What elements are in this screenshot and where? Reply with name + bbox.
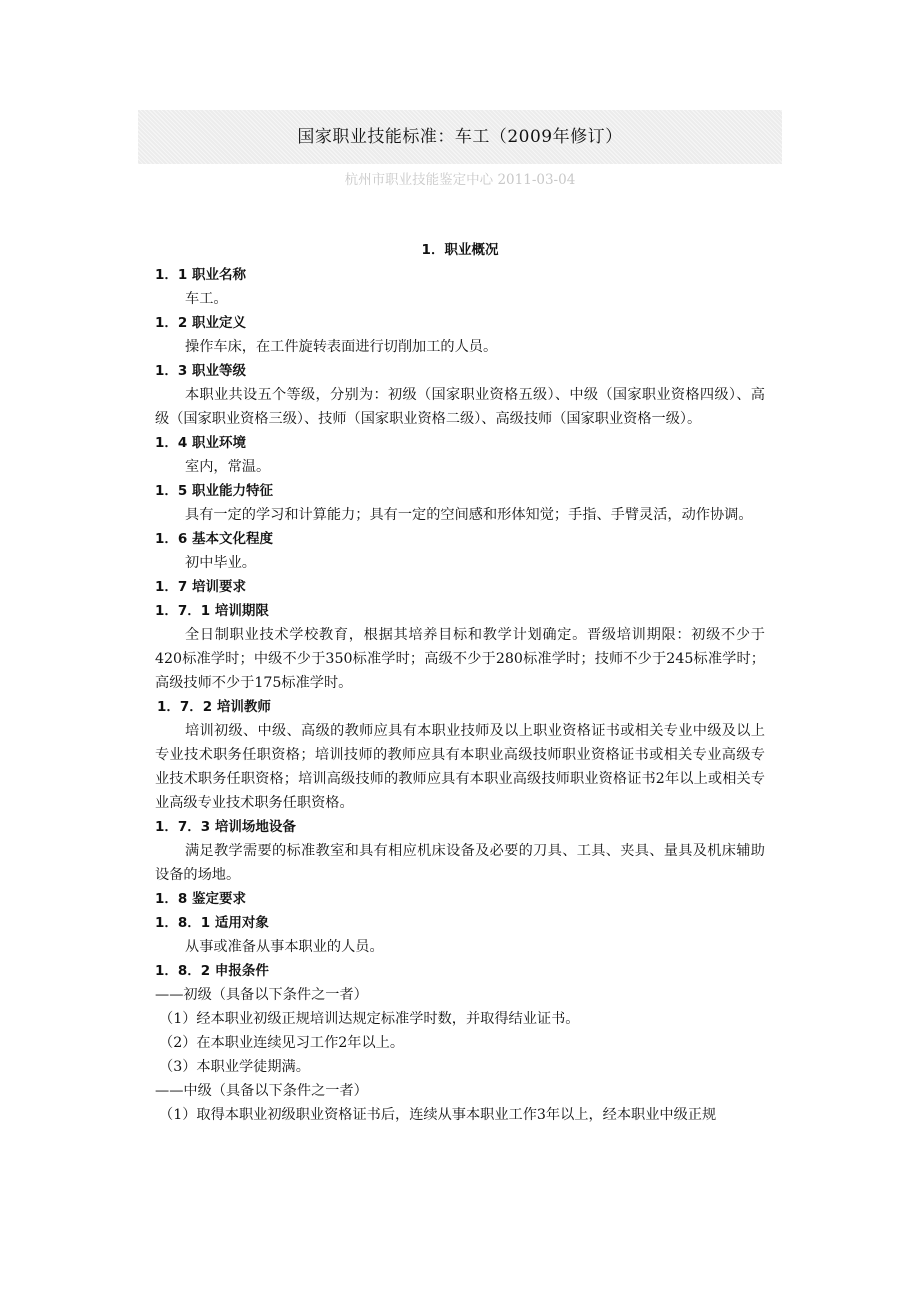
- heading-1-8: 1．8 鉴定要求: [155, 891, 246, 907]
- list-item: （3）本职业学徒期满。: [159, 1059, 310, 1075]
- heading-1-2: 1．2 职业定义: [155, 315, 246, 331]
- list-item: （1）经本职业初级正规培训达规定标准学时数，并取得结业证书。: [159, 1011, 580, 1027]
- paragraph: 培训初级、中级、高级的教师应具有本职业技师及以上职业资格证书或相关专业中级及以上专业技术职务任职资格；培训技师的教师应具有本职业高级技师职业资格证书或相关专业高级专业技术职务任职资格；培训高级技师的教师应具有本职业高级技师职业资格证书2年以上或相关专业高级专业技术职务任职资格。: [155, 723, 765, 811]
- heading-1-4: 1．4 职业环境: [155, 435, 246, 451]
- paragraph: 满足教学需要的标准教室和具有相应机床设备及必要的刀具、工具、夹具、量具及机床辅助设备的场地。: [155, 843, 765, 883]
- document-body: [155, 238, 765, 1127]
- document-source: 杭州市职业技能鉴定中心 2011-03-04: [344, 172, 576, 188]
- paragraph: 室内，常温。: [185, 459, 271, 475]
- list-item: （1）取得本职业初级职业资格证书后，连续从事本职业工作3年以上，经本职业中级正规: [159, 1107, 717, 1123]
- heading-1-7-1: 1．7．1 培训期限: [155, 603, 269, 619]
- heading-1-5: 1．5 职业能力特征: [155, 483, 273, 499]
- heading-1-1: 1．1 职业名称: [155, 267, 246, 283]
- document-title: 国家职业技能标准：车工（2009年修订）: [297, 126, 623, 147]
- section-title: 1．职业概况: [421, 242, 499, 258]
- paragraph: 从事或准备从事本职业的人员。: [185, 939, 384, 955]
- level-condition-header: ——初级（具备以下条件之一者）: [155, 987, 368, 1003]
- heading-1-7: 1．7 培训要求: [155, 579, 246, 595]
- paragraph: 本职业共设五个等级，分别为：初级（国家职业资格五级）、中级（国家职业资格四级）、高级（国家职业资格三级）、技师（国家职业资格二级）、高级技师（国家职业资格一级）。: [155, 387, 765, 427]
- paragraph: 车工。: [185, 291, 228, 307]
- paragraph: 全日制职业技术学校教育，根据其培养目标和教学计划确定。晋级培训期限：初级不少于420标准学时；中级不少于350标准学时；高级不少于280标准学时；技师不少于245标准学时；高级技师不少于175标准学时。: [155, 627, 765, 691]
- level-condition-header: ——中级（具备以下条件之一者）: [155, 1083, 368, 1099]
- list-item: （2）在本职业连续见习工作2年以上。: [159, 1035, 405, 1051]
- title-band: [138, 110, 782, 164]
- paragraph: 操作车床，在工件旋转表面进行切削加工的人员。: [185, 339, 498, 355]
- heading-1-6: 1．6 基本文化程度: [155, 531, 273, 547]
- paragraph: 初中毕业。: [185, 555, 256, 571]
- heading-1-8-2: 1．8．2 申报条件: [155, 963, 269, 979]
- heading-1-8-1: 1．8．1 适用对象: [155, 915, 269, 931]
- heading-1-7-2: 1．7．2 培训教师: [157, 699, 271, 715]
- heading-1-7-3: 1．7．3 培训场地设备: [155, 819, 296, 835]
- paragraph: 具有一定的学习和计算能力；具有一定的空间感和形体知觉；手指、手臂灵活，动作协调。: [185, 507, 753, 523]
- heading-1-3: 1．3 职业等级: [155, 363, 246, 379]
